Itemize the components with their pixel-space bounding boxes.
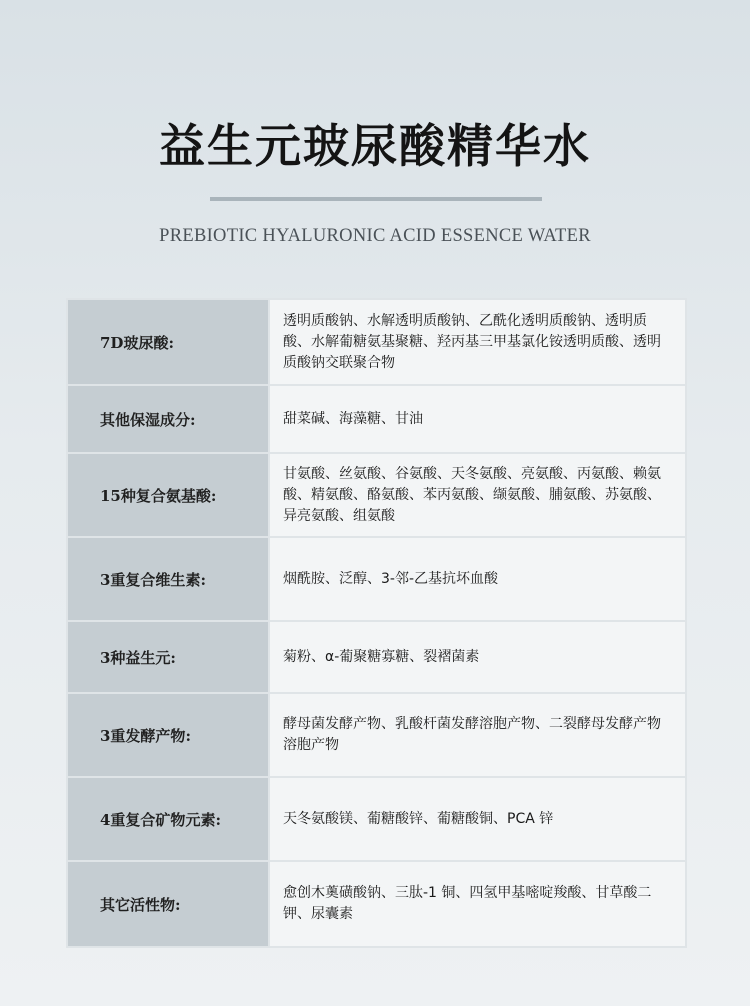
table-row [68,778,685,862]
ingredient-table [66,298,687,948]
row-value-text: 透明质酸钠、水解透明质酸钠、乙酰化透明质酸钠、透明质酸、水解葡糖氨基聚糖、羟丙基三甲基氯化铵透明质酸、透明质酸钠交联聚合物 [283,312,661,371]
table-row [68,386,685,454]
row-value [270,862,685,946]
row-value-text: 甘氨酸、丝氨酸、谷氨酸、天冬氨酸、亮氨酸、丙氨酸、赖氨酸、精氨酸、酪氨酸、苯丙氨酸、缬氨酸、脯氨酸、苏氨酸、异亮氨酸、组氨酸 [283,465,661,524]
row-value-text: 酵母菌发酵产物、乳酸杆菌发酵溶胞产物、二裂酵母发酵产物溶胞产物 [283,716,661,753]
row-label: 4重复合矿物元素: [68,778,268,860]
row-value-text: 菊粉、α-葡聚糖寡糖、裂褶菌素 [283,648,480,665]
row-label: 3重发酵产物: [68,694,268,776]
row-value [270,300,685,384]
row-value-text: 甜菜碱、海藻糖、甘油 [283,410,423,427]
table-row [68,538,685,622]
row-value [270,778,685,860]
row-value [270,694,685,776]
table-row [68,694,685,778]
row-value [270,622,685,692]
row-value-text: 愈创木薁磺酸钠、三肽-1 铜、四氢甲基嘧啶羧酸、甘草酸二钾、尿囊素 [283,885,652,922]
row-label: 3种益生元: [68,622,268,692]
row-value [270,454,685,536]
table-row [68,862,685,946]
row-label: 其他保湿成分: [68,386,268,452]
table-row [68,454,685,538]
page-subtitle: PREBIOTIC HYALURONIC ACID ESSENCE WATER [159,226,591,246]
row-label: 7D玻尿酸: [68,300,268,384]
row-label: 其它活性物: [68,862,268,946]
table-row [68,300,685,386]
page-title: 益生元玻尿酸精华水 [159,119,591,173]
row-value-text: 天冬氨酸镁、葡糖酸锌、葡糖酸铜、PCA 锌 [283,810,554,827]
title-divider [210,197,542,201]
row-label: 3重复合维生素: [68,538,268,620]
row-value-text: 烟酰胺、泛醇、3-邻-乙基抗坏血酸 [283,570,499,587]
row-label: 15种复合氨基酸: [68,454,268,536]
row-value [270,386,685,452]
table-row [68,622,685,694]
row-value [270,538,685,620]
